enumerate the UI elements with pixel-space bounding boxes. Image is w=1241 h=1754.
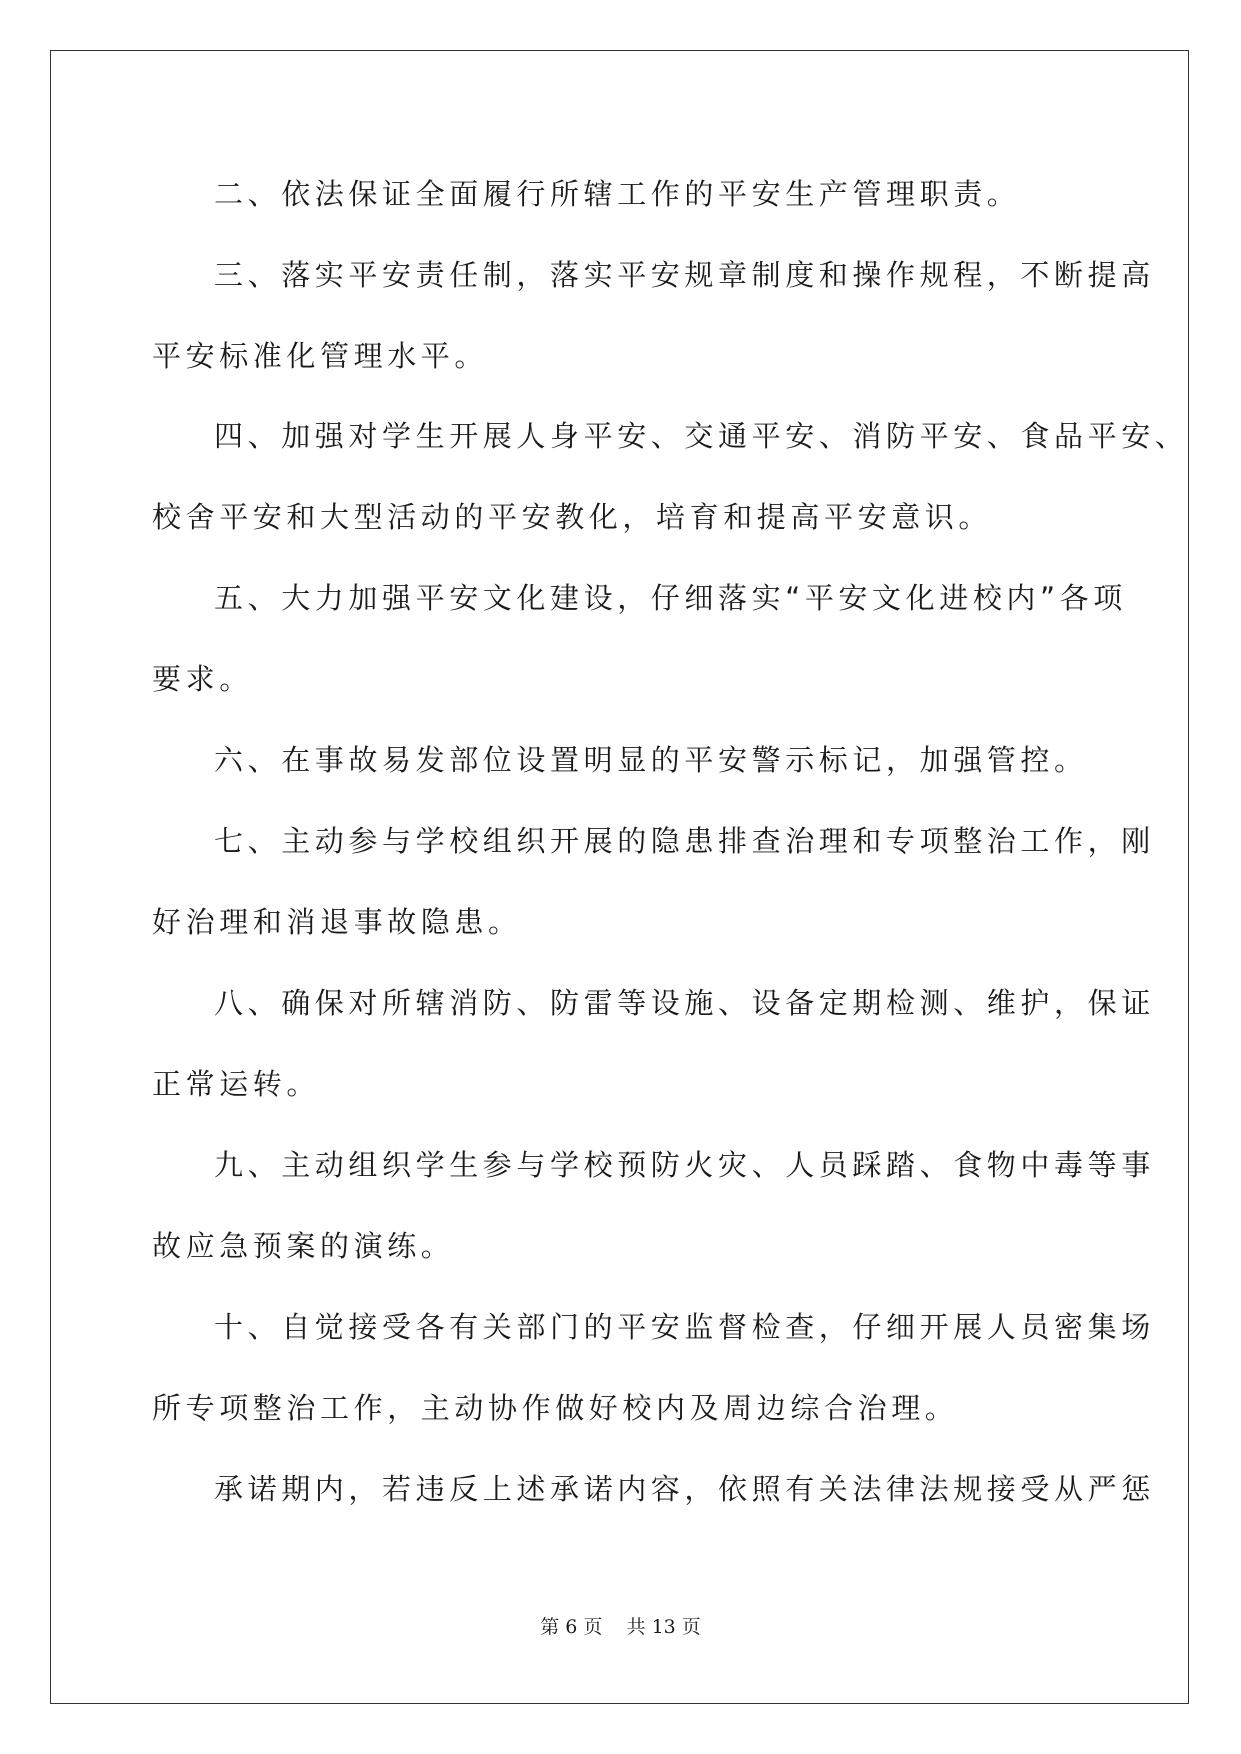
page-border [50,50,1189,1704]
text-line: 好治理和消退事故隐患。 [152,905,522,939]
page-total: 共 13 页 [626,1616,701,1638]
text-line: 九、主动组织学生参与学校预防火灾、人员踩踏、食物中毒等事 [214,1148,1155,1182]
text-line: 平安标准化管理水平。 [152,339,489,373]
text-line: 二、依法保证全面履行所辖工作的平安生产管理职责。 [214,177,1021,211]
text-line: 六、在事故易发部位设置明显的平安警示标记，加强管控。 [214,743,1088,777]
text-line: 八、确保对所辖消防、防雷等设施、设备定期检测、维护，保证 [214,986,1155,1020]
page-footer [0,1612,1241,1639]
text-line: 校舍平安和大型活动的平安教化，培育和提高平安意识。 [152,500,993,534]
text-line: 四、加强对学生开展人身平安、交通平安、消防平安、食品平安、 [214,419,1189,453]
text-line: 所专项整治工作，主动协作做好校内及周边综合治理。 [152,1391,959,1425]
page-number: 第 6 页 [540,1616,603,1638]
text-line: 故应急预案的演练。 [152,1229,455,1263]
text-line: 要求。 [152,662,253,696]
text-line: 七、主动参与学校组织开展的隐患排查治理和专项整治工作，刚 [214,824,1155,858]
text-line: 承诺期内，若违反上述承诺内容，依照有关法律法规接受从严惩 [214,1472,1155,1506]
text-line: 三、落实平安责任制，落实平安规章制度和操作规程，不断提高 [214,258,1155,292]
text-line: 十、自觉接受各有关部门的平安监督检查，仔细开展人员密集场 [214,1310,1155,1344]
text-line: 五、大力加强平安文化建设，仔细落实“平安文化进校内”各项 [214,581,1127,615]
text-line: 正常运转。 [152,1067,321,1101]
